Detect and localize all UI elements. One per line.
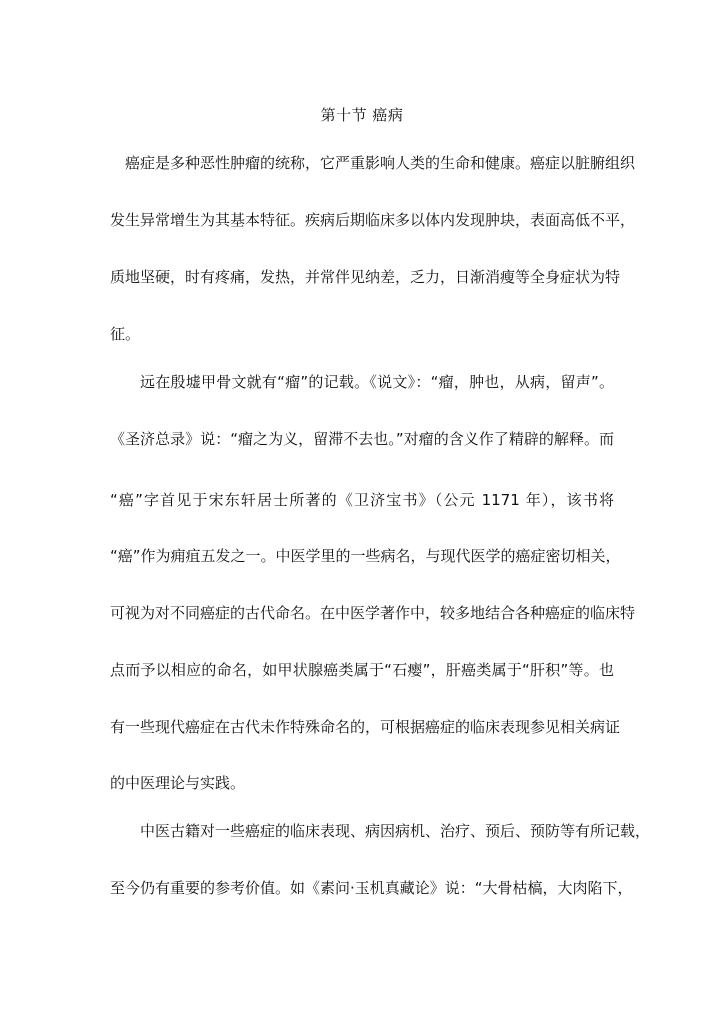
paragraph-line: “癌”作为痈疽五发之一。中医学里的一些病名，与现代医学的癌症密切相关， [110, 547, 621, 565]
paragraph-line: 中医古籍对一些癌症的临床表现、病因病机、治疗、预后、预防等有所记载， [140, 822, 651, 840]
paragraph-line: 可视为对不同癌症的古代命名。在中医学著作中，较多地结合各种癌症的临床特 [110, 604, 636, 622]
paragraph-line: 征。 [110, 325, 141, 343]
paragraph-line: 有一些现代癌症在古代未作特殊命名的，可根据癌症的临床表现参见相关病证 [110, 718, 621, 736]
paragraph-line: “癌”字首见于宋东轩居士所著的《卫济宝书》（公元 1171 年），该书将 [110, 491, 614, 509]
paragraph-line: 质地坚硬，时有疼痛，发热，并常伴见纳差，乏力，日渐消瘦等全身症状为特 [110, 268, 621, 286]
paragraph-line: 癌症是多种恶性肿瘤的统称，它严重影响人类的生命和健康。癌症以脏腑组织 [125, 154, 636, 172]
paragraph-line: 至今仍有重要的参考价值。如《素问·玉机真藏论》说：“大骨枯槁，大肉陷下， [110, 879, 633, 897]
paragraph-line: 远在殷墟甲骨文就有“瘤”的记载。《说文》：“瘤，肿也，从病，留声”。 [140, 373, 614, 391]
paragraph-line: 点而予以相应的命名，如甲状腺癌类属于“石瘿”，肝癌类属于“肝积”等。也 [110, 661, 614, 679]
paragraph-line: 发生异常增生为其基本特征。疾病后期临床多以体内发现肿块，表面高低不平， [110, 211, 636, 229]
paragraph-line: 的中医理论与实践。 [110, 774, 246, 792]
paragraph-line: 《圣济总录》说：“瘤之为义，留滞不去也。”对瘤的含义作了精辟的解释。而 [110, 430, 614, 448]
section-title: 第十节 癌病 [320, 106, 404, 124]
